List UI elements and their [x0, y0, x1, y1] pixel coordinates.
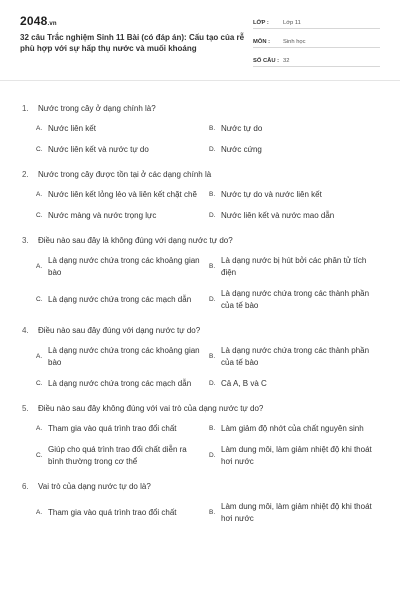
- answer-option-d[interactable]: [209, 144, 380, 156]
- option-text: Làm dung môi, làm giảm nhiệt độ khi thoát hơi nước: [221, 445, 372, 466]
- logo-domain-text: .vn: [47, 21, 57, 27]
- option-letter: B.: [209, 263, 216, 270]
- question-list: [0, 103, 400, 538]
- option-letter: D.: [209, 146, 216, 153]
- option-text: Là dạng nước chứa trong các mạch dẫn: [48, 295, 192, 304]
- option-letter: A.: [36, 125, 43, 132]
- meta-label: SỐ CÂU :: [253, 58, 280, 64]
- option-letter: D.: [209, 452, 216, 459]
- option-letter: C.: [36, 212, 43, 219]
- answer-option-c[interactable]: [36, 144, 209, 156]
- option-letter: A.: [36, 425, 43, 432]
- answer-option-b[interactable]: [209, 123, 380, 135]
- answer-option-c[interactable]: [36, 210, 209, 222]
- question-3: [0, 235, 400, 312]
- question-stem: [0, 169, 400, 180]
- answer-options: [0, 345, 400, 390]
- option-letter: B.: [209, 191, 216, 198]
- answer-option-d[interactable]: [209, 210, 380, 222]
- option-text: Là dạng nước chứa trong các mạch dẫn: [48, 379, 192, 388]
- answer-option-d[interactable]: [209, 444, 380, 468]
- option-text: Giúp cho quá trình trao đổi chất diễn ra bình thường trong cơ thể: [48, 445, 187, 466]
- answer-option-a[interactable]: [36, 123, 209, 135]
- option-letter: D.: [209, 212, 216, 219]
- meta-value: 32: [283, 58, 290, 64]
- meta-label: LỚP :: [253, 20, 269, 26]
- question-4: [0, 325, 400, 390]
- question-stem: [0, 403, 400, 414]
- answer-option-c[interactable]: [36, 444, 209, 468]
- option-letter: B.: [209, 353, 216, 360]
- option-text: Nước màng và nước trọng lực: [48, 211, 157, 220]
- answer-option-c[interactable]: [36, 288, 209, 312]
- option-letter: D.: [209, 296, 216, 303]
- option-letter: A.: [36, 191, 43, 198]
- answer-options: [0, 423, 400, 468]
- meta-value: Lớp 11: [283, 20, 301, 26]
- answer-options: [0, 255, 400, 312]
- page-title: 32 câu Trắc nghiệm Sinh 11 Bài (có đáp án): Cấu tạo của rễ phù hợp với sự hấp thụ nước và muối khoáng: [20, 33, 245, 53]
- option-text: Là dạng nước chứa trong các thành phần của tế bào: [221, 346, 370, 367]
- option-letter: B.: [209, 125, 216, 132]
- option-letter: D.: [209, 380, 216, 387]
- question-6: [0, 481, 400, 525]
- answer-option-a[interactable]: [36, 189, 209, 201]
- question-stem: [0, 103, 400, 114]
- option-text: Nước tự do: [221, 124, 263, 133]
- option-letter: B.: [209, 425, 216, 432]
- meta-row-count: [253, 53, 380, 67]
- answer-options: [0, 123, 400, 156]
- question-stem: [0, 325, 400, 336]
- answer-option-b[interactable]: [209, 345, 380, 369]
- option-text: Là dạng nước chứa trong các khoảng gian bào: [48, 256, 200, 277]
- option-letter: C.: [36, 296, 43, 303]
- site-logo[interactable]: [20, 14, 57, 28]
- option-text: Nước liên kết: [48, 124, 96, 133]
- option-letter: C.: [36, 452, 43, 459]
- option-text: Làm dung môi, làm giảm nhiệt độ khi thoát hơi nước: [221, 502, 372, 523]
- question-2: [0, 169, 400, 222]
- answer-options: [0, 501, 400, 525]
- question-number: 2.: [22, 170, 29, 179]
- question-text: Điều nào sau đây đúng với dạng nước tự do?: [38, 326, 201, 335]
- meta-row-subject: [253, 34, 380, 48]
- option-text: Cả A, B và C: [221, 379, 267, 388]
- answer-option-a[interactable]: [36, 423, 209, 435]
- option-letter: A.: [36, 263, 43, 270]
- question-text: Nước trong cây được tồn tại ở các dạng chính là: [38, 170, 212, 179]
- answer-option-a[interactable]: [36, 255, 209, 279]
- answer-option-a[interactable]: [36, 501, 209, 525]
- question-stem: [0, 235, 400, 246]
- answer-option-b[interactable]: [209, 501, 380, 525]
- option-text: Tham gia vào quá trình trao đổi chất: [48, 424, 177, 433]
- meta-row-class: [253, 15, 380, 29]
- question-number: 4.: [22, 326, 29, 335]
- question-number: 3.: [22, 236, 29, 245]
- question-text: Điều nào sau đây không đúng với vai trò của dạng nước tự do?: [38, 404, 264, 413]
- option-letter: B.: [209, 509, 216, 516]
- question-1: [0, 103, 400, 156]
- option-text: Là dạng nước chứa trong các thành phần của tế bào: [221, 289, 370, 310]
- question-number: 6.: [22, 482, 29, 491]
- answer-option-d[interactable]: [209, 288, 380, 312]
- option-letter: C.: [36, 380, 43, 387]
- option-text: Làm giảm độ nhớt của chất nguyên sinh: [221, 424, 364, 433]
- answer-option-b[interactable]: [209, 423, 380, 435]
- meta-value: Sinh học: [283, 39, 306, 45]
- question-text: Nước trong cây ở dạng chính là?: [38, 104, 156, 113]
- answer-options: [0, 189, 400, 222]
- question-text: Vai trò của dạng nước tự do là?: [38, 482, 151, 491]
- header-divider: [0, 80, 400, 81]
- option-text: Nước liên kết lỏng lẻo và liên kết chặt chẽ: [48, 190, 197, 199]
- answer-option-b[interactable]: [209, 255, 380, 279]
- answer-option-c[interactable]: [36, 378, 209, 390]
- option-text: Nước liên kết và nước tự do: [48, 145, 149, 154]
- answer-option-d[interactable]: [209, 378, 380, 390]
- question-5: [0, 403, 400, 468]
- option-letter: A.: [36, 353, 43, 360]
- page-header: [0, 0, 400, 82]
- question-number: 5.: [22, 404, 29, 413]
- logo-main-text: 2048: [20, 14, 48, 28]
- option-text: Là dạng nước bị hút bởi các phân tử tích điện: [221, 256, 367, 277]
- question-number: 1.: [22, 104, 29, 113]
- question-stem: [0, 481, 400, 492]
- option-text: Nước liên kết và nước mao dẫn: [221, 211, 335, 220]
- question-text: Điều nào sau đây là không đúng với dạng nước tự do?: [38, 236, 233, 245]
- answer-option-a[interactable]: [36, 345, 209, 369]
- option-letter: A.: [36, 509, 43, 516]
- meta-label: MÔN :: [253, 39, 271, 45]
- quiz-meta: [253, 15, 380, 72]
- option-letter: C.: [36, 146, 43, 153]
- option-text: Nước tự do và nước liên kết: [221, 190, 322, 199]
- option-text: Tham gia vào quá trình trao đổi chất: [48, 508, 177, 517]
- answer-option-b[interactable]: [209, 189, 380, 201]
- option-text: Nước cứng: [221, 145, 262, 154]
- option-text: Là dạng nước chứa trong các khoảng gian bào: [48, 346, 200, 367]
